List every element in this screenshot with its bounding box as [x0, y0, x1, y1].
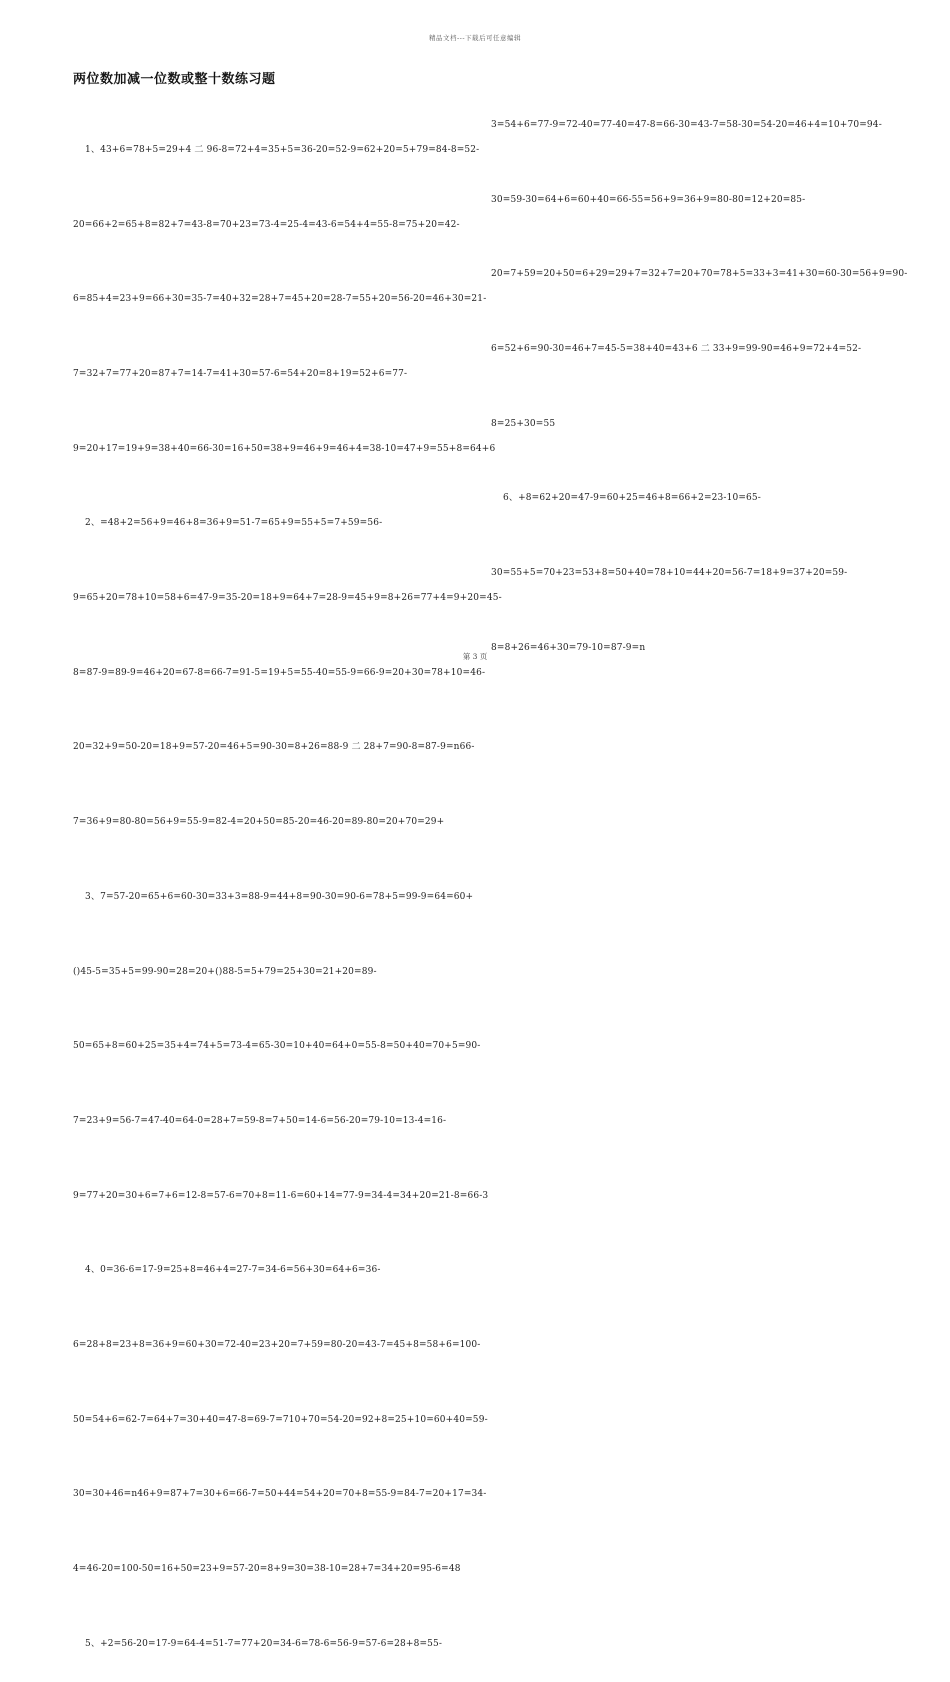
text-line: 6=28+8=23+8=36+9=60+30=72-40=23+20=7+59=80-20=43-7=45+8=58+6=100- [73, 1340, 481, 1351]
text-line: 7=36+9=80-80=56+9=55-9=82-4=20+50=85-20=46-20=89-80=20+70=29+ [73, 817, 445, 828]
text-line: 20=66+2=65+8=82+7=43-8=70+23=73-4=25-4=43-6=54+4=55-8=75+20=42- [73, 219, 460, 230]
text-line: 30=59-30=64+6=60+40=66-55=56+9=36+9=80-80=12+20=85- [491, 194, 806, 205]
text-line: 50=65+8=60+25=35+4=74+5=73-4=65-30=10+40=64+0=55-8=50+40=70+5=90- [73, 1041, 481, 1052]
page-header: 精品文档---下载后可任意编辑 [428, 34, 522, 42]
text-line: 7=32+7=77+20=87+7=14-7=41+30=57-6=54+20=8+19=52+6=77- [73, 368, 408, 379]
text-line: 50=54+6=62-7=64+7=30+40=47-8=69-7=710+70=54-20=92+8=25+10=60+40=59- [73, 1414, 488, 1425]
text-line: 4=46-20=100-50=16+50=23+9=57-20=8+9=30=38-10=28+7=34+20=95-6=48 [73, 1564, 461, 1575]
text-line: 8=87-9=89-9=46+20=67-8=66-7=91-5=19+5=55-40=55-9=66-9=20+30=78+10=46- [73, 667, 486, 678]
text-line: 8=8+26=46+30=79-10=87-9=n [491, 642, 646, 653]
text-line: 9=77+20=30+6=7+6=12-8=57-6=70+8=11-6=60+14=77-9=34-4=34+20=21-8=66-3 [73, 1190, 489, 1201]
text-line: 6=85+4=23+9=66+30=35-7=40+32=28+7=45+20=28-7=55+20=56-20=46+30=21- [73, 294, 487, 305]
text-line: ()45-5=35+5=99-90=28=20+()88-5=5+79=25+30=21+20=89- [73, 966, 377, 977]
text-line: 20=32+9=50-20=18+9=57-20=46+5=90-30=8+26=88-9 二 28+7=90-8=87-9=n66- [73, 742, 475, 753]
text-line: 30=30+46=n46+9=87+7=30+6=66-7=50+44=54+20=70+8=55-9=84-7=20+17=34- [73, 1489, 487, 1500]
text-line: 30=55+5=70+23=53+8=50+40=78+10=44+20=56-7=18+9=37+20=59- [491, 568, 848, 579]
text-line: 7=23+9=56-7=47-40=64-0=28+7=59-8=7+50=14-6=56-20=79-10=13-4=16- [73, 1115, 447, 1126]
page-footer: 第 3 页 [462, 652, 488, 661]
text-line: 8=25+30=55 [491, 418, 556, 429]
text-line: 5、+2=56-20=17-9=64-4=51-7=77+20=34-6=78-6=56-9=57-6=28+8=55- [73, 1638, 443, 1649]
text-line: 6、+8=62+20=47-9=60+25=46+8=66+2=23-10=65- [491, 493, 761, 504]
text-line: 6=52+6=90-30=46+7=45-5=38+40=43+6 二 33+9=99-90=46+9=72+4=52- [491, 343, 862, 354]
document-title: 两位数加减一位数或整十数练习题 [73, 72, 276, 87]
text-line: 9=20+17=19+9=38+40=66-30=16+50=38+9=46+9=46+4=38-10=47+9=55+8=64+6 [73, 443, 496, 454]
text-line: 1、43+6=78+5=29+4 二 96-8=72+4=35+5=36-20=52-9=62+20=5+79=84-8=52- [73, 144, 480, 155]
text-line: 3=54+6=77-9=72-40=77-40=47-8=66-30=43-7=58-30=54-20=46+4=10+70=94- [491, 119, 882, 130]
text-line: 3、7=57-20=65+6=60-30=33+3=88-9=44+8=90-30=90-6=78+5=99-9=64=60+ [73, 891, 474, 902]
right-column [491, 63, 908, 686]
text-line: 2、=48+2=56+9=46+8=36+9=51-7=65+9=55+5=7+59=56- [73, 518, 383, 529]
text-line: 20=7+59=20+50=6+29=29+7=32+7=20+70=78+5=33+3=41+30=60-30=56+9=90- [491, 269, 908, 280]
left-column [73, 88, 502, 1682]
text-line: 4、0=36-6=17-9=25+8=46+4=27-7=34-6=56+30=64+6=36- [73, 1265, 381, 1276]
text-line: 9=65+20=78+10=58+6=47-9=35-20=18+9=64+7=28-9=45+9=8+26=77+4=9+20=45- [73, 593, 502, 604]
